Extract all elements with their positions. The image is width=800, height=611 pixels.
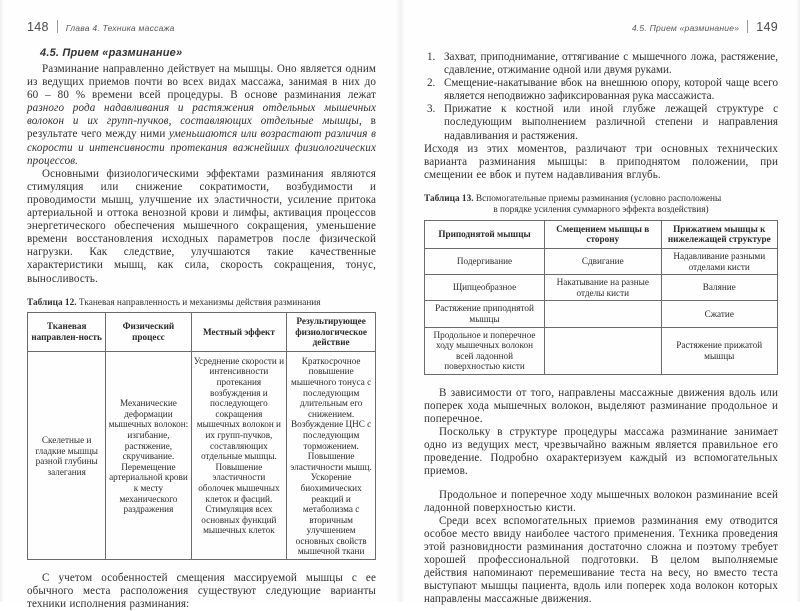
run-italic-1: разного рода надавливания и растяжения отдельных мышечных волокон и их групп-пучков, составляющих отдельные мышцы: [27, 102, 376, 128]
table-row: [425, 301, 778, 327]
table13-cell-r2c3: Валяние: [661, 275, 778, 301]
table-row: [425, 327, 778, 374]
table12-cell-physiological-action: Краткосрочное повышение мышечного тонуса с последующим длительным его снижением. Возбуждение ЦНС с последующим торможением. Повышение эластичности мышц. Ускорение биохимических реакций и метаболизма с вторичным улучшением основных свойств мышечной ткани: [287, 351, 376, 559]
subheading-italic-technique: Продольное и поперечное ходу мышечных волокон разминание всей ладонной поверхностью кисти.: [424, 488, 778, 514]
spacer: [424, 375, 778, 387]
paragraph-longitudinal-transverse: В зависимости от того, направлены массажные движения вдоль или поперек хода мышечных волокон, выделяют разминание продольное и поперечное.: [424, 386, 778, 426]
table-12: [27, 312, 376, 560]
table13-caption-label: Таблица 13.: [424, 193, 474, 204]
run-roman-2: , в результате чего между ними: [27, 115, 377, 141]
paragraph-three-variants: Исходя из этих моментов, различают три основных технических варианта разминания мышцы: в приподнятом положении, при смещении ее вбок и путем надавливания вглубь.: [424, 142, 778, 181]
running-head-divider: [747, 20, 748, 33]
table13-col-header-lifted-muscle: Приподнятой мышцы: [425, 220, 545, 248]
table12-col-header-physiological-action: Результирующее физиологическое действие: [287, 313, 376, 352]
table13-caption: [424, 194, 778, 217]
table13-cell-r4c2: [545, 327, 661, 374]
table12-cell-tissue-direction: Скелетные и гладкие мышцы разной глубины залегания: [28, 351, 106, 559]
table12-caption-label: Таблица 12.: [27, 297, 77, 308]
table13-col-header-sideways-shift: Смещением мышцы в сторону: [545, 220, 661, 248]
table13-cell-r3c2: [545, 301, 661, 327]
table-row: [28, 351, 376, 559]
table13-cell-r1c3: Надавливание разными отделами кисти: [661, 248, 778, 274]
table12-cell-local-effect: Усреднение скорости и интенсивности протекания возбуждения и последующего сокращения мышечных волокон и их групп-пучков, составляющих отдельные мышцы. Повышение эластичности оболочек мышечных клеток и фасций. Стимуляция всех основных функций мышечных клеток: [191, 351, 287, 559]
paragraph-final: Среди всех вспомогательных приемов разминания ему отводится особое место ввиду наиболее частого применения. Техника проведения этой разновидности разминания достаточно сложна и поэтому требует хорошей профессиональной подготовки. В целом выполняемые действия напоминают перемешивание теста на весу, но вместо теста выступают мышцы пациента, вдоль или поперек хода волокон которых направлены массажные движения.: [424, 514, 778, 606]
left-running-head-title: Глава 4. Техника массажа: [65, 23, 175, 33]
paragraph-intro: [27, 63, 376, 168]
table12-col-header-tissue-direction: Тканевая направлен-ность: [28, 313, 106, 352]
table12-col-header-physical-process: Физический процесс: [106, 313, 191, 352]
table13-cell-r4c3: Растяжение прижатой мышцы: [661, 327, 778, 374]
paragraph-physiological-effects: Основными физиологическими эффектами разминания являются стимуляция или снижение сократимости, возбудимости и проводимости мышц, улучшение их эластичности, усиление притока артериальной и оттока венозной крови и лимфы, активация процессов энергетического обеспечения мышечного сокращения, уменьшение времени восстановления исходных параметров после физической нагрузки. Как следствие, улучшаются такие качественные характеристики мышц, как сила, скорость сокращения, тонус, выносливость.: [27, 167, 376, 285]
table13-col-header-pressed-muscle: Прижатием мышцы к нижележащей структуре: [661, 220, 778, 248]
table12-caption: [27, 298, 376, 309]
list-item: Захват, приподнимание, оттягивание с мышечного ложа, растяжение, сдавление, отжимание одной или двумя руками.: [444, 51, 778, 77]
right-running-head: [424, 18, 778, 36]
table12-header-row: [28, 313, 376, 352]
table12-cell-physical-process: Механические деформации мышечных волокон: изгибание, растяжение, скручивание. Перемещение артериальной крови к месту механического раздражения: [106, 351, 191, 559]
table-13: [424, 220, 778, 375]
right-folio-number: 149: [756, 20, 778, 34]
table13-cell-r1c2: Сдвигание: [545, 248, 661, 274]
table13-cell-r2c2: Накатывание на разные отделы кисти: [545, 275, 661, 301]
technique-variants-list: [424, 51, 778, 143]
spacer: [424, 479, 778, 489]
table13-caption-text: Вспомогательные приемы разминания (условно расположены: [473, 193, 722, 204]
table12-caption-text: Тканевая направленность и механизмы действия разминания: [76, 297, 321, 308]
spacer: [27, 560, 376, 572]
table13-cell-r3c3: Сжатие: [661, 301, 778, 327]
right-page: [400, 0, 800, 606]
right-running-head-title: 4.5. Прием «разминание»: [631, 23, 740, 33]
list-item: Прижатие к костной или иной глубже лежащей структуре с последующим выполнением различной степени и направления надавливания и растяжения.: [444, 103, 778, 142]
run-italic-2: уменьшаются или возрастают различия в скорости и интенсивности протекания важнейших физиологических процессов.: [27, 128, 376, 167]
paragraph-variants-intro: С учетом особенностей смещения массируемой мышцы с ее обычного места расположения существуют следующие варианты техники исполнения разминания:: [27, 572, 376, 611]
table13-cell-r4c1: Продольное и поперечное ходу мышечных волокон всей ладонной поверхностью кисти: [425, 327, 545, 374]
table13-cell-r1c1: Подергивание: [425, 248, 545, 274]
table13-caption-line2: в порядке усиления суммарного эффекта воздействия): [493, 205, 709, 216]
left-running-head: [27, 18, 376, 36]
table13-cell-r2c1: Щипцеобразное: [425, 275, 545, 301]
table12-col-header-local-effect: Местный эффект: [191, 313, 287, 352]
table-row: [425, 275, 778, 301]
running-head-divider: [57, 20, 58, 33]
list-item: Смещение-накатывание вбок на внешнюю опору, которой чаще всего является неподвижно зафиксированная рука массажиста.: [444, 77, 778, 103]
run-roman-1: Разминание направленно действует на мышцы. Оно является одним из ведущих приемов почти во всех видах массажа, занимая в них до 60 – 80 % времени всей процедуры. В основе разминания лежат: [27, 63, 376, 102]
left-folio-number: 148: [27, 20, 49, 34]
paragraph-importance: Поскольку в структуре процедуры массажа разминание занимает одно из ведущих мест, чрезвычайно важным является правильное его проведение. Подробно охарактеризуем каждый из вспомогательных приемов.: [424, 426, 778, 478]
section-heading: 4.5. Прием «разминание»: [40, 47, 183, 59]
table13-cell-r3c1: Растяжение приподнятой мышцы: [425, 301, 545, 327]
table13-header-row: [425, 220, 778, 248]
table-row: [425, 248, 778, 274]
